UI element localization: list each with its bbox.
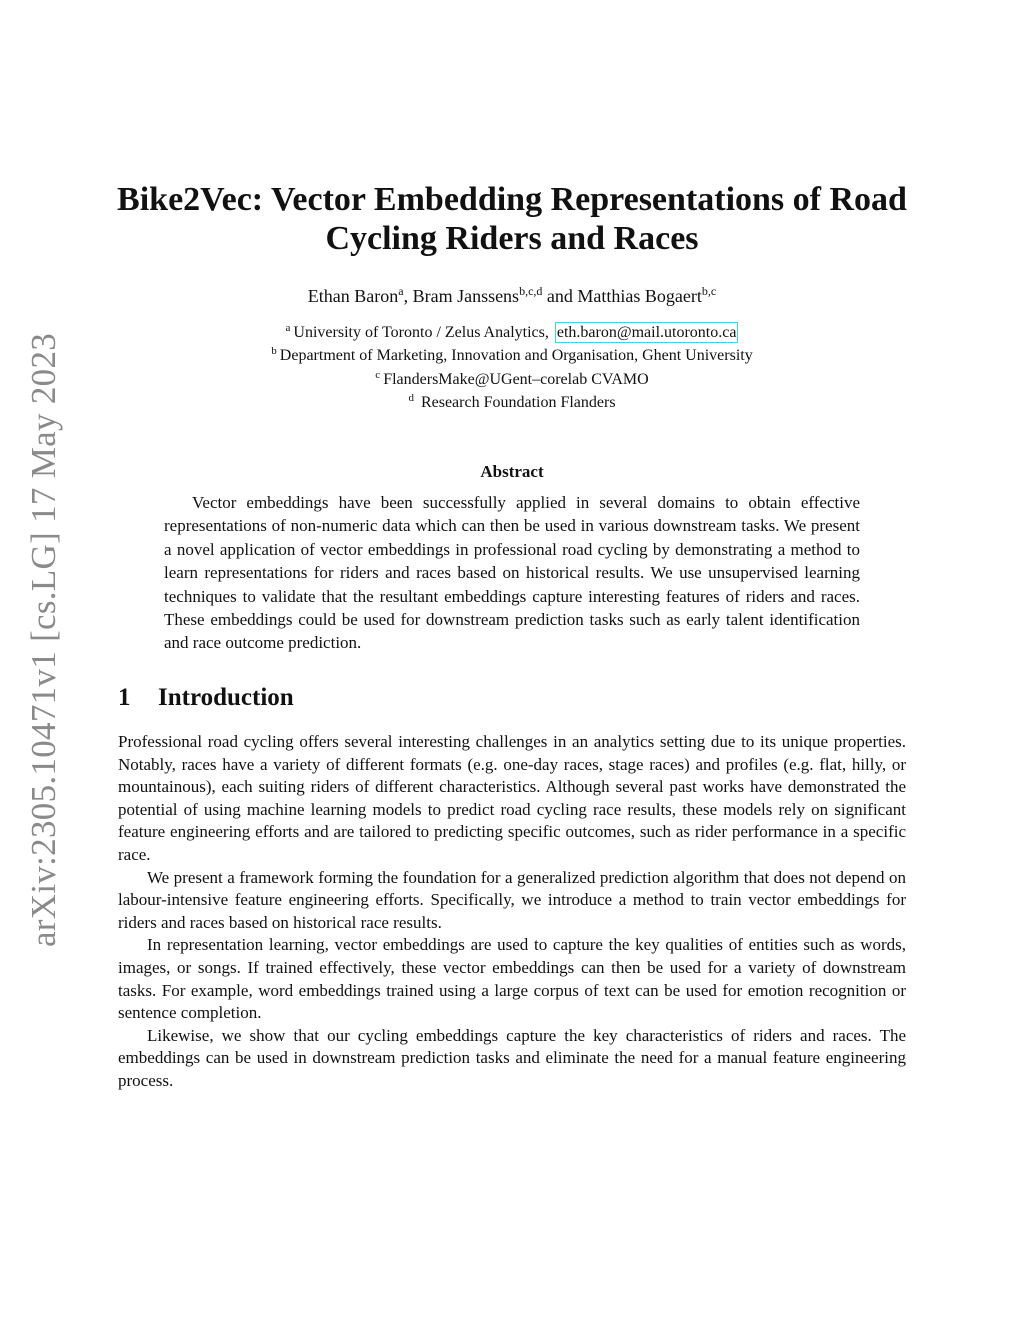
affiliation-text: Research Foundation Flanders [416,393,616,411]
abstract-text: Vector embeddings have been successfully applied in several domains to obtain effective representations of non-numeric data which can then be used in various downstream tasks. We present a novel application of vector embeddings in professional road cycling by demonstrating a method to learn representations for riders and races based on historical results. We use unsupervised learning techniques to validate that the resultant embeddings capture interesting features of riders and races. These embeddings could be used for downstream prediction tasks such as early talent identification and race outcome prediction. [164,493,860,653]
email-link[interactable]: eth.baron@mail.utoronto.ca [556,324,737,341]
arxiv-identifier-stamp: arXiv:2305.10471v1 [cs.LG] 17 May 2023 [24,332,63,948]
author-affiliation-marker: a [398,284,404,298]
author-list [0,284,1024,308]
introduction-body [118,731,906,1093]
affiliation-text: Department of Marketing, Innovation and Organisation, Ghent University [279,347,753,365]
affiliation-item [0,391,1024,414]
section-heading-introduction [118,683,294,713]
paper-title [0,180,1024,258]
affiliation-marker: d [408,391,414,404]
body-paragraph: In representation learning, vector embeddings are used to capture the key qualities of entities such as words, images, or songs. If trained effectively, these vector embeddings can then be used for a variety of downstream tasks. For example, word embeddings trained using a large corpus of text can be used for emotion recognition or sentence completion. [118,935,906,1023]
section-number: 1 [118,684,131,711]
author-affiliation-marker: b,c [701,284,717,298]
affiliation-text: FlandersMake@UGent–corelab CVAMO [383,370,649,388]
author-separator: , [403,286,413,306]
body-paragraph: Professional road cycling offers several interesting challenges in an analytics setting due to its unique properties. Notably, races have a variety of different formats (e.g. one-day races, stage races) and profiles (e.g. flat, hilly, or mountainous), each suiting riders of different characteristics. Although several past works have demonstrated the potential of using machine learning models to predict road cycling race results, these models rely on significant feature engineering efforts and are tailored to predicting specific outcomes, such as rider performance in a specific race. [118,732,906,864]
affiliation-marker: a [285,322,291,334]
affiliation-item [0,368,1024,391]
section-title: Introduction [158,684,294,711]
author-affiliation-marker: b,c,d [519,284,543,298]
paper-title-line-2: Cycling Riders and Races [325,220,699,257]
abstract-heading: Abstract [480,462,544,481]
paper-title-line-1: Bike2Vec: Vector Embedding Representations of Road [117,181,907,218]
author-name: Bram Janssens [412,286,520,306]
author-name: Ethan Baron [307,286,399,306]
author-name: Matthias Bogaert [577,286,702,306]
affiliation-list [0,321,1024,414]
body-paragraph: Likewise, we show that our cycling embeddings capture the key characteristics of riders and races. The embeddings can be used in downstream prediction tasks and eliminate the need for a manual feature engineering process. [118,1025,906,1090]
affiliation-item [0,344,1024,367]
affiliation-marker: b [271,345,277,358]
affiliation-text: University of Toronto / Zelus Analytics, [293,324,549,341]
affiliation-item [0,321,1024,344]
body-paragraph: We present a framework forming the foundation for a generalized prediction algorithm that does not depend on labour-intensive feature engineering efforts. Specifically, we introduce a method to train vector embeddings for riders and races based on historical race results. [118,867,906,932]
author-separator: and [542,286,578,306]
affiliation-marker: c [375,368,381,381]
